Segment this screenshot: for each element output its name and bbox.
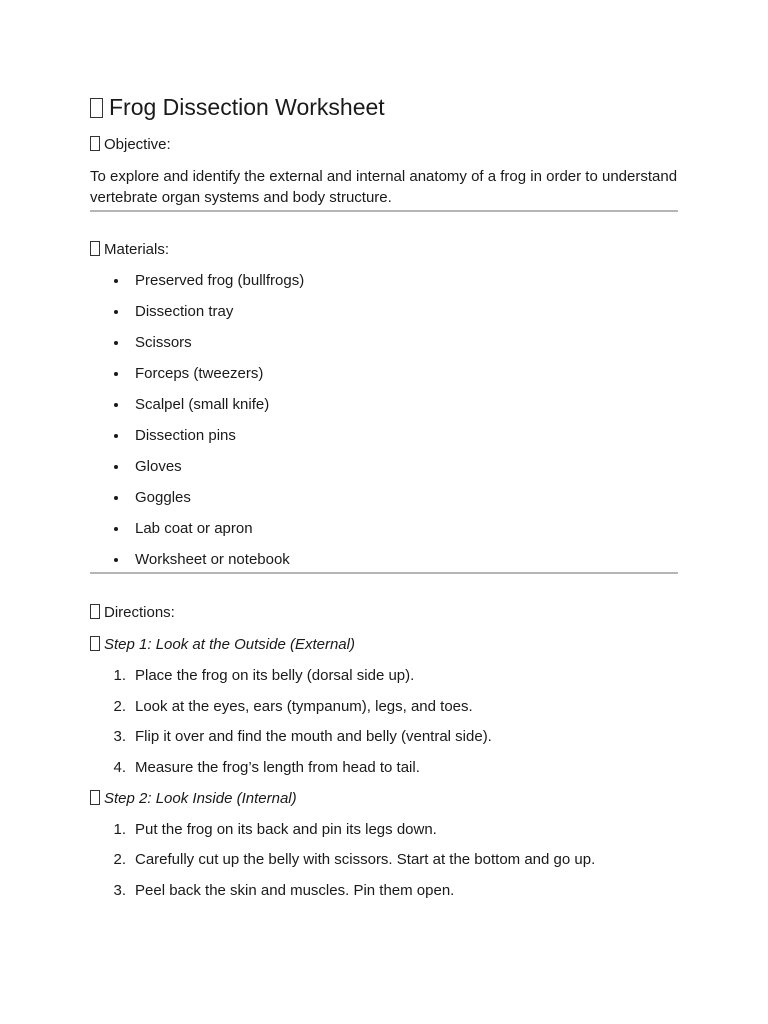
list-item: 3. Flip it over and find the mouth and belly (ventral side). <box>113 728 492 746</box>
directions-heading: Directions: <box>90 603 678 623</box>
list-item: 2. Look at the eyes, ears (tympanum), legs, and toes. <box>113 697 473 715</box>
missing-glyph-icon <box>90 604 100 619</box>
worksheet-page <box>90 92 678 912</box>
list-item: Dissection tray <box>90 302 678 333</box>
missing-glyph-icon <box>90 98 103 118</box>
page-title <box>90 92 678 122</box>
list-item: Worksheet or notebook <box>90 550 678 571</box>
list-item: Scissors <box>90 333 678 364</box>
list-item: 1. Put the frog on its back and pin its legs down. <box>113 820 437 838</box>
missing-glyph-icon <box>90 136 100 151</box>
list-item: Preserved frog (bullfrogs) <box>90 271 678 302</box>
list-item: Scalpel (small knife) <box>90 395 678 426</box>
list-item: Forceps (tweezers) <box>90 364 678 395</box>
step-1-heading: Step 1: Look at the Outside (External) <box>90 635 678 655</box>
list-item: Goggles <box>90 488 678 519</box>
list-item: 2. Carefully cut up the belly with scissors. Start at the bottom and go up. <box>113 851 596 869</box>
list-item: Dissection pins <box>90 426 678 457</box>
list-item: Gloves <box>90 457 678 488</box>
step-2-heading: Step 2: Look Inside (Internal) <box>90 789 678 809</box>
list-item: 3. Peel back the skin and muscles. Pin them open. <box>113 882 455 900</box>
missing-glyph-icon <box>90 241 100 256</box>
materials-list <box>90 271 678 571</box>
page-title-text: Frog Dissection Worksheet <box>109 94 385 120</box>
missing-glyph-icon <box>90 636 100 651</box>
list-item: 4. Measure the frog’s length from head to tail. <box>113 759 420 777</box>
missing-glyph-icon <box>90 790 100 805</box>
step-2-list <box>90 820 678 912</box>
list-item: 1. Place the frog on its belly (dorsal side up). <box>113 667 415 684</box>
materials-heading: Materials: <box>90 240 678 260</box>
objective-text: To explore and identify the external and internal anatomy of a frog in order to understand vertebrate organ systems and body structure. <box>90 168 678 206</box>
list-item: Lab coat or apron <box>90 519 678 550</box>
step-1-list <box>90 666 678 789</box>
objective-heading: Objective: <box>90 135 678 155</box>
